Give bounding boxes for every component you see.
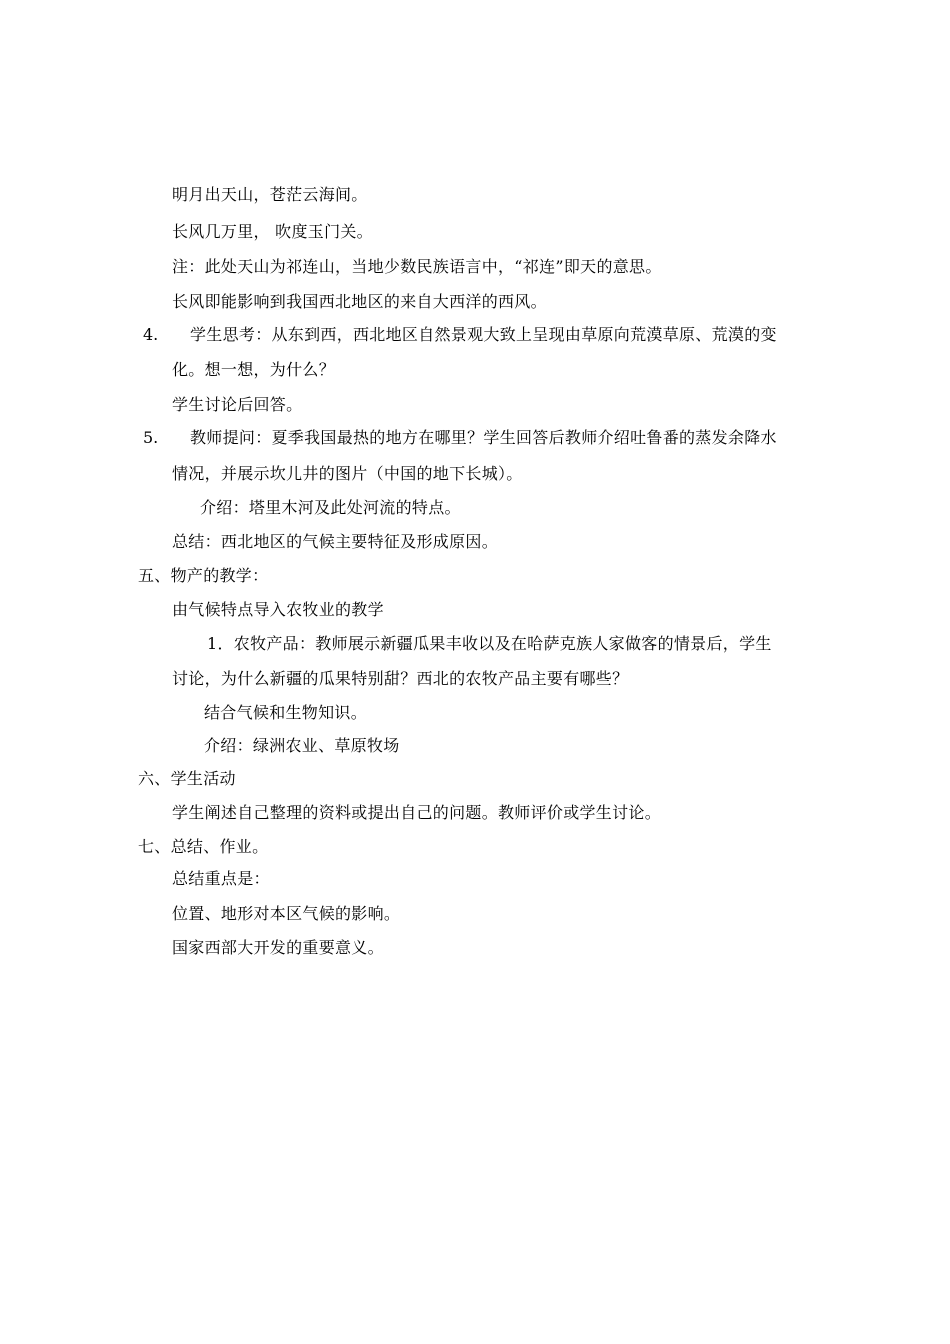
item-4-continuation: 化。想一想，为什么？ [172,360,336,379]
section-5-heading: 五、物产的教学： [138,566,269,585]
section-7-point-2: 国家西部大开发的重要意义。 [172,938,384,957]
item-4-number: 4. [143,325,159,344]
item-5-text: 教师提问：夏季我国最热的地方在哪里？学生回答后教师介绍吐鲁番的蒸发余降水 [190,428,777,447]
item-4-text: 学生思考：从东到西，西北地区自然景观大致上呈现由草原向荒漠草原、荒漠的变 [190,325,777,344]
section-7-point-1: 位置、地形对本区气候的影响。 [172,904,401,923]
section-5-combine: 结合气候和生物知识。 [204,703,368,722]
item-5-number: 5. [143,428,159,447]
section-7-lead: 总结重点是： [172,869,270,888]
section-5-item-1-continuation: 讨论，为什么新疆的瓜果特别甜？西北的农牧产品主要有哪些？ [172,669,629,688]
poem-line-2: 长风几万里， 吹度玉门关。 [172,222,373,241]
item-4-answer: 学生讨论后回答。 [172,395,303,414]
poem-note: 注：此处天山为祁连山，当地少数民族语言中，“祁连”即天的意思。 [172,257,662,276]
section-5-intro: 介绍：绿洲农业、草原牧场 [204,736,400,755]
section-5-lead: 由气候特点导入农牧业的教学 [172,600,384,619]
item-5-continuation: 情况，并展示坎儿井的图片（中国的地下长城）。 [172,464,523,483]
item-5-intro: 介绍：塔里木河及此处河流的特点。 [200,498,461,517]
section-6-heading: 六、学生活动 [138,769,236,788]
item-5-summary: 总结：西北地区的气候主要特征及形成原因。 [172,532,499,551]
section-5-item-1: 1．农牧产品：教师展示新疆瓜果丰收以及在哈萨克族人家做客的情景后，学生 [207,634,772,653]
wind-note: 长风即能影响到我国西北地区的来自大西洋的西风。 [172,292,547,311]
poem-line-1: 明月出天山，苍茫云海间。 [172,185,368,204]
section-7-heading: 七、总结、作业。 [138,837,269,856]
section-6-text: 学生阐述自己整理的资料或提出自己的问题。教师评价或学生讨论。 [172,803,662,822]
